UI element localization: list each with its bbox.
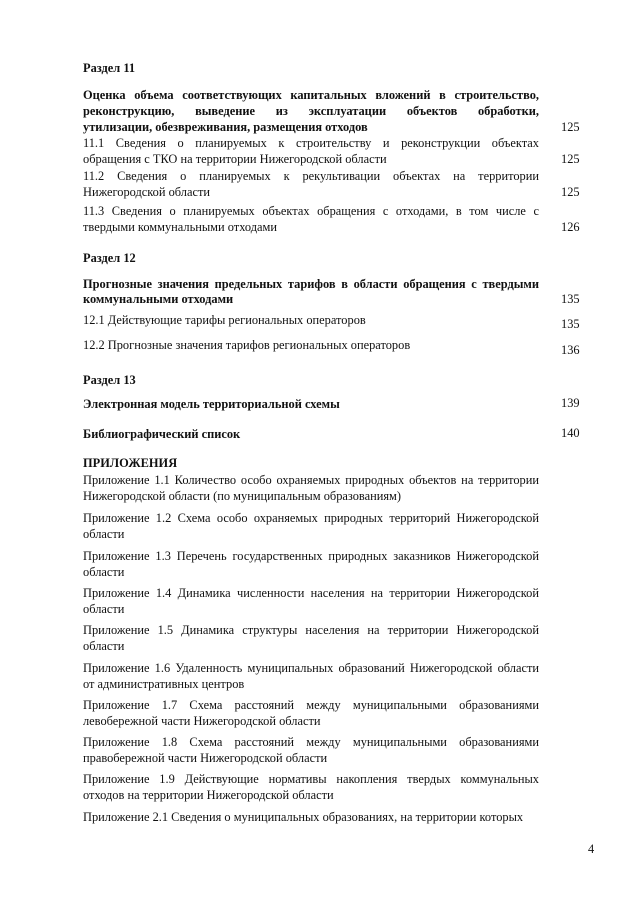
appendix-1-6-line-2[interactable]: от административных центров xyxy=(83,677,245,691)
toc-item-11-3-page: 126 xyxy=(561,220,580,234)
page-number: 4 xyxy=(588,842,595,856)
section-11-title-line-3: утилизации, обезвреживания, размещения отходов xyxy=(83,120,368,134)
section-13-page: 139 xyxy=(561,396,580,410)
toc-item-12-2[interactable]: 12.2 Прогнозные значения тарифов региональных операторов xyxy=(83,338,411,352)
appendix-1-4-line-1[interactable]: Приложение 1.4 Динамика численности населения на территории Нижегородской xyxy=(83,586,539,600)
toc-item-11-2-page: 125 xyxy=(561,185,580,199)
toc-item-11-3-line-2[interactable]: твердыми коммунальными отходами xyxy=(83,220,278,234)
toc-item-12-1-page: 135 xyxy=(561,317,580,331)
appendix-1-5-line-1[interactable]: Приложение 1.5 Динамика структуры населения на территории Нижегородской xyxy=(83,623,539,637)
appendix-1-4-line-2[interactable]: области xyxy=(83,602,125,616)
section-12-title-line-1: Прогнозные значения предельных тарифов в области обращения с твердыми xyxy=(83,277,539,291)
section-11-heading: Раздел 11 xyxy=(83,61,136,75)
section-13-heading: Раздел 13 xyxy=(83,373,136,387)
appendix-1-3-line-1[interactable]: Приложение 1.3 Перечень государственных природных заказников Нижегородской xyxy=(83,549,539,563)
appendix-1-3-line-2[interactable]: области xyxy=(83,565,125,579)
section-11-title-page: 125 xyxy=(561,120,580,134)
appendix-1-7-line-2[interactable]: левобережной части Нижегородской области xyxy=(83,714,321,728)
section-11-title-line-2: реконструкцию, выведение из эксплуатации объектов обработки, xyxy=(83,104,539,118)
toc-item-11-2-line-1[interactable]: 11.2 Сведения о планируемых к рекультивации объектах на территории xyxy=(83,169,539,183)
toc-item-12-2-page: 136 xyxy=(561,343,580,357)
toc-item-11-1-page: 125 xyxy=(561,152,580,166)
toc-item-11-2-line-2[interactable]: Нижегородской области xyxy=(83,185,211,199)
section-13-title[interactable]: Электронная модель территориальной схемы xyxy=(83,397,340,411)
toc-item-12-1[interactable]: 12.1 Действующие тарифы региональных операторов xyxy=(83,313,366,327)
toc-item-11-1-line-1[interactable]: 11.1 Сведения о планируемых к строительству и реконструкции объектах xyxy=(83,136,539,150)
appendix-1-7-line-1[interactable]: Приложение 1.7 Схема расстояний между муниципальными образованиями xyxy=(83,698,539,712)
section-12-title-page: 135 xyxy=(561,292,580,306)
appendix-1-2-line-2[interactable]: области xyxy=(83,527,125,541)
section-12-heading: Раздел 12 xyxy=(83,251,136,265)
appendix-1-9-line-2[interactable]: отходов на территории Нижегородской области xyxy=(83,788,334,802)
toc-item-11-3-line-1[interactable]: 11.3 Сведения о планируемых объектах обращения с отходами, в том числе с xyxy=(83,204,539,218)
appendix-1-1-line-2[interactable]: Нижегородской области (по муниципальным образованиям) xyxy=(83,489,402,503)
appendix-1-5-line-2[interactable]: области xyxy=(83,639,125,653)
appendix-1-2-line-1[interactable]: Приложение 1.2 Схема особо охраняемых природных территорий Нижегородской xyxy=(83,511,539,525)
appendix-1-8-line-1[interactable]: Приложение 1.8 Схема расстояний между муниципальными образованиями xyxy=(83,735,539,749)
appendix-1-9-line-1[interactable]: Приложение 1.9 Действующие нормативы накопления твердых коммунальных xyxy=(83,772,539,786)
appendix-1-8-line-2[interactable]: правобережной части Нижегородской области xyxy=(83,751,328,765)
toc-item-11-1-line-2[interactable]: обращения с ТКО на территории Нижегородской области xyxy=(83,152,387,166)
appendices-heading: ПРИЛОЖЕНИЯ xyxy=(83,456,178,470)
bibliography-page: 140 xyxy=(561,426,580,440)
appendix-1-6-line-1[interactable]: Приложение 1.6 Удаленность муниципальных образований Нижегородской области xyxy=(83,661,539,675)
bibliography-title[interactable]: Библиографический список xyxy=(83,427,241,441)
section-11-title-line-1: Оценка объема соответствующих капитальных вложений в строительство, xyxy=(83,88,539,102)
section-12-title-line-2: коммунальными отходами xyxy=(83,292,234,306)
appendix-1-1-line-1[interactable]: Приложение 1.1 Количество особо охраняемых природных объектов на территории xyxy=(83,473,539,487)
appendix-2-1-line-1[interactable]: Приложение 2.1 Сведения о муниципальных образованиях, на территории которых xyxy=(83,810,524,824)
